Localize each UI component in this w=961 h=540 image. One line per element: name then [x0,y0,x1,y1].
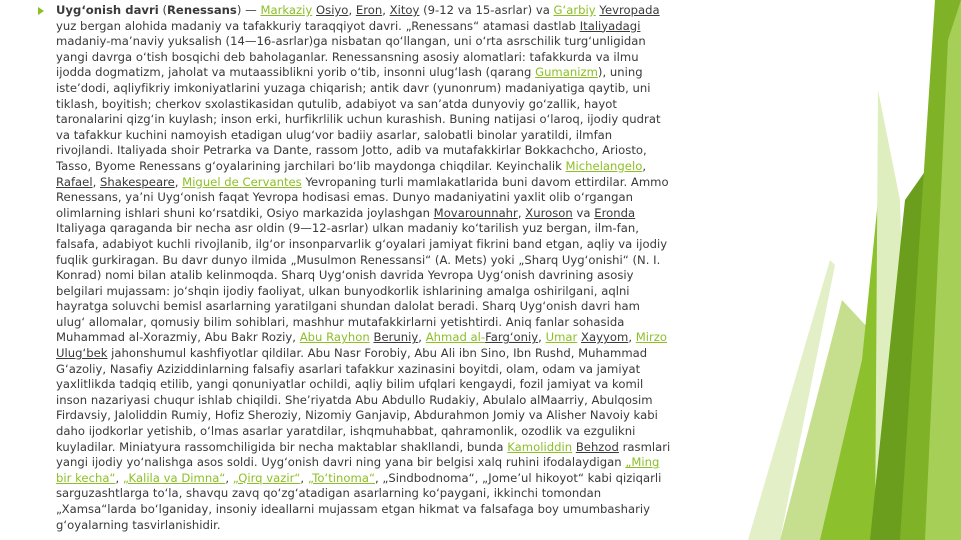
text-run: g‘oyalarning tasvirlanishidir. [56,517,221,532]
text-line [56,424,736,440]
text-run: tiklash, boyitish; cherkov sxolastikasidan qutulib, adabiyot va san’atda dunyoviy go‘zallik, hayot [56,96,617,111]
text-run: iste’dodi, aqliyfikriy imkoniyatlarini yuzaga chiqarish; antik davr (yunonrum) madaniyatiga qaytib, uni [56,80,651,95]
hyperlink[interactable]: Farg‘oniy [485,330,539,345]
hyperlink[interactable]: Italiyadagi [579,18,641,33]
hyperlink[interactable]: „Ming [625,455,660,470]
text-run: olimlarning ishlari shuni ko‘rsatdiki, Osiyo markazida joylashgan [56,205,434,220]
text-line [56,346,736,362]
text-run: rivojlandi. Italiyada shoir Petrarka va Dante, rassom Jotto, adib va mutafakkirlar Bokkachcho, Ariosto, [56,143,647,158]
text-run: G‘azoliy, Nasafiy Aziziddinlarning falsafiy asarlari tafakkur xazinasini boyitdi, olam, odam va jamiyat [56,361,641,376]
text-run: , [418,330,426,345]
text-run: inson nazariyasi chuqur ishlab chiqildi. She’riyatda Abu Abdullo Rudakiy, Abulalo alMaarriy, Abulqosim [56,392,653,407]
text-run: rasmlari [618,439,671,454]
hyperlink[interactable]: Mirzo [635,330,668,345]
hyperlink[interactable]: Beruniy [373,330,419,345]
text-run: ulug‘ allomalar, qomusiy bilim sohiblari, mashhur mutafakkirlarni yetishtirdi. Aniq fanlar sohasida [56,314,625,329]
hyperlink[interactable]: „Qirq vazir“ [232,470,301,485]
hyperlink[interactable]: Eron [355,3,383,17]
text-line [56,471,736,487]
text-run: yuz bergan alohida madaniy va tafakkuriy taraqqiyot davri. „Renessans“ atamasi dastlab [56,18,580,33]
hyperlink[interactable]: Behzod [575,439,619,454]
text-run: , [517,205,526,220]
text-run: jahonshumul kashfiyotlar qildilar. Abu Nasr Forobiy, Abu Ali ibn Sino, Ibn Rushd, Muhammad [107,346,648,361]
text-run: yangi davrga o‘tish bosqichi deb baholaganlar. Renessansning asosiy alomatlari: tafakkurda va ilmu [56,49,639,64]
text-run: Italiyaga qaraganda bir necha asr oldin (9—12-asrlar) ulkan madaniy ko‘tarilish yuz bergan, ilm-fan, [56,221,639,236]
text-line [56,97,736,113]
text-run: ) — [236,3,261,17]
text-line [56,518,736,534]
hyperlink[interactable]: Ulug‘bek [56,346,108,361]
text-line [56,143,736,159]
hyperlink[interactable]: Osiyo [315,3,349,17]
text-run: hayratga soluvchi bemisl asarlarning yaratilgani shundan dalolat beradi. Sharq Uyg‘onish davri ham [56,299,640,314]
hyperlink[interactable]: Xitoy [389,3,420,17]
text-run: taronalarini qizg‘in kuylash; inson erki, hurfikrlilik uchun kurashish. Buning natijasi o‘laroq, ijodiy qudrat [56,112,661,127]
text-run: ), uning [597,65,643,80]
renaissance-paragraph [56,3,736,533]
text-line [56,190,736,206]
text-run: Muhammad al-Xorazmiy, Abu Bakr Roziy, [56,330,300,345]
slide-body [36,3,736,533]
text-line [56,175,736,191]
text-run: madaniy-ma’naviy yuksalish (14—16-asrlar)ga nisbatan qo‘llangan, uni o‘rta asrschilik turg‘unligidan [56,34,646,49]
hyperlink[interactable]: Xuroson [525,205,573,220]
text-line [56,128,736,144]
text-line [56,330,736,346]
hyperlink[interactable]: Markaziy [260,3,313,17]
text-line [56,284,736,300]
text-line [56,221,736,237]
text-line [56,34,736,50]
text-run: falsafa, adabiyot kuchli rivojlanib, ilg‘or insonparvarlik g‘oyalari jamiyat fikrini band etgan, aqliy va ijodiy [56,236,668,251]
hyperlink[interactable]: „Kalila va Dimna“ [122,470,226,485]
text-run: fuqlik gurkiragan. Bu davr dunyo ilmida „Musulmon Renessansi“ (A. Mets) yoki „Sharq Uyg‘onishi“ (N. I. [56,252,661,267]
bold-term: Renessans [166,3,237,17]
hyperlink[interactable]: Yevropada [599,3,660,17]
text-run: , „Sindbodnoma“, „Jome’ul hikoyot“ kabi qiziqarli [374,470,662,485]
text-line [56,299,736,315]
hyperlink[interactable]: Movarounnahr [433,205,518,220]
text-run: , [382,3,390,17]
hyperlink[interactable]: Eronda [594,205,636,220]
hyperlink[interactable]: Rafael [56,174,93,189]
text-run: ( [158,3,167,17]
text-line [56,206,736,222]
text-line [56,50,736,66]
text-run: kuyladilar. Miniatyura rassomchiligida bir necha maktablar shakllandi, bunda [56,439,508,454]
text-run: , [348,3,356,17]
text-line [56,393,736,409]
text-line [56,486,736,502]
text-run: , [538,330,546,345]
text-line [56,362,736,378]
text-line [56,81,736,97]
hyperlink[interactable]: Xayyom [581,330,629,345]
text-run: ijodda dogmatizm, jaholat va mutaassiblikni yorib o‘tib, insonni ulug‘lash (qarang [56,65,536,80]
text-line [56,3,736,19]
hyperlink[interactable]: Miguel de Cervantes [182,174,302,189]
hyperlink[interactable]: Gumanizm [535,65,598,80]
text-run: Firdavsiy, Jaloliddin Rumiy, Hofiz Sheroziy, Nizomiy Ganjavip, Abdurahmon Jomiy va Alisher Navoiy kabi [56,408,658,423]
text-line [56,440,736,456]
hyperlink[interactable]: „To‘tinoma“ [307,470,375,485]
text-run: Yevropaning turli mamlakatlarida buni davom ettirdilar. Ammo [301,174,669,189]
text-line [56,315,736,331]
text-run: yaxlitlikda tadqiq etilib, yangi qonuniyatlar ochildi, aqliy bilim ufqlari kengaydi, fozil jamiyat va komil [56,377,644,392]
text-run: daho ijodkorlar yetishib, o‘lmas asarlar yaratdilar, ishqmuhabbat, qahramonlik, ozodlik va ezgulikni [56,424,636,439]
text-run: Konrad) nomi bilan atalib kelinmoqda. Sharq Uyg‘onish davrida Yevropa Uyg‘onish davrining asosiy [56,268,634,283]
text-line [56,112,736,128]
hyperlink[interactable]: Umar [545,330,578,345]
hyperlink[interactable]: Kamoliddin [507,439,573,454]
text-run: yangi ijodiy yo‘nalishga asos soldi. Uyg‘onish davri ning yana bir belgisi xalq ruhini ifodalaydigan [56,455,626,470]
text-run: , [115,470,123,485]
text-line [56,65,736,81]
text-line [56,19,736,35]
hyperlink[interactable]: Michelangelo [565,158,643,173]
text-line [56,159,736,175]
text-line [56,455,736,471]
text-line [56,237,736,253]
text-line [56,268,736,284]
text-line [56,253,736,269]
text-run: , [225,470,233,485]
text-line [56,377,736,393]
text-run: sarguzashtlarga to‘la, shavqu zavq qo‘zg‘atadigan asarlarning ko‘paygani, ikkinchi tomondan [56,486,602,501]
text-run: belgilari mujassam: jo‘shqin ijodiy faoliyat, ulkan bunyodkorlik ishlarining amalga oshirilgani, aqlni [56,283,630,298]
hyperlink[interactable]: Shakespeare [100,174,175,189]
text-run: va tafakkur kuchini namoyish etadigan ulug‘vor badiiy asarlar, salobatli binolar yaratildi, ilmfan [56,127,613,142]
text-run: (9-12 va 15-asrlar) va [419,3,554,17]
hyperlink[interactable]: Ahmad al- [425,330,486,345]
text-run: , [628,330,636,345]
text-run: , [174,174,183,189]
bold-term: Uyg‘onish davri [56,3,159,17]
text-run: va [572,205,595,220]
text-run: Renessans, ya’ni Uyg‘onish faqat Yevropa hodisasi emas. Dunyo madaniyatini yaxlit olib o‘rgangan [56,190,633,205]
text-run: , [92,174,100,189]
text-run: Tasso, Byome Renessans g‘oyalarining jarchilari bo‘lib maydonga chiqdilar. Keyinchalik [56,158,566,173]
hyperlink[interactable]: Abu Rayhon [299,330,370,345]
hyperlink[interactable]: bir kecha“ [56,470,116,485]
hyperlink[interactable]: G‘arbiy [553,3,596,17]
text-line [56,502,736,518]
text-run: , [642,158,647,173]
text-line [56,408,736,424]
text-run: „Xamsa“larda bo‘lganiday, insoniy ideallarni mujassam etgan hikmat va falsafaga boy umumbashariy [56,502,650,516]
text-run: , [300,470,308,485]
